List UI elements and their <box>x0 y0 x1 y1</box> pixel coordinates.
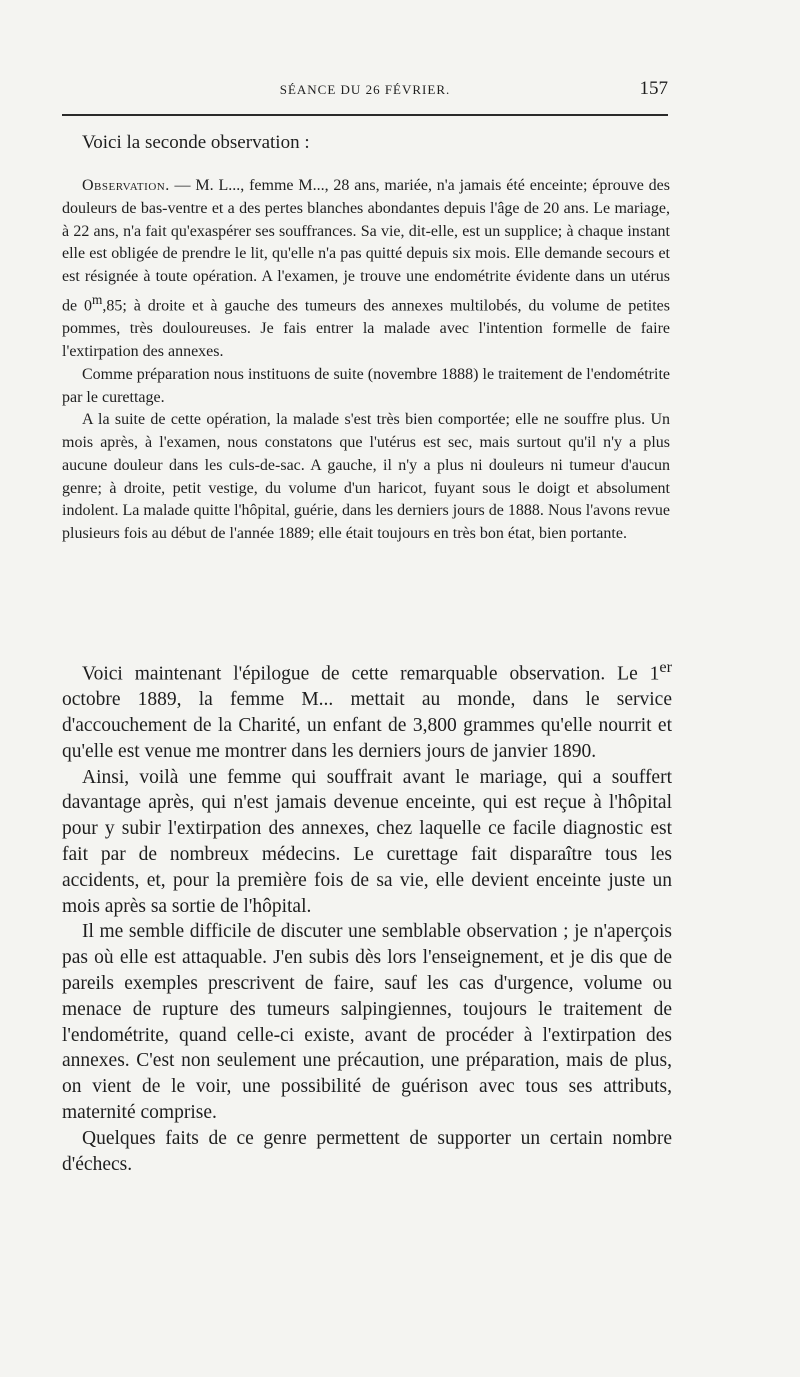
header-rule <box>62 114 668 116</box>
page-number: 157 <box>639 78 668 99</box>
epilogue-paragraph-2: Ainsi, voilà une femme qui souffrait avant le mariage, qui a souffert davantage après, qui n'est jamais devenue enceinte, qui est reçue à l'hôpital pour y subir l'extirpation des annexes, chez laquelle ce facile diagnostic est fait par de nombreux médecins. Le curettage fait disparaître tous les accidents, et, pour la première fois de sa vie, elle devient enceinte juste un mois après sa sortie de l'hôpital. <box>62 766 672 917</box>
observation-block <box>62 175 670 546</box>
observation-intro: — M. L..., femme M..., 28 ans, mariée, n'a jamais été enceinte; éprouve des douleurs de bas-ventre et a des pertes blanches abondantes depuis l'âge de 20 ans. Le mariage, à 22 ans, n'a fait qu'exaspérer ses souffrances. Sa vie, dit-elle, est un supplice; à chaque instant elle est obligée de prendre le lit, qu'elle n'a pas quitté depuis six mois. Elle demande secours et est résignée à toute opération. A l'examen, je trouve une endométrite évidente dans un utérus de 0 <box>62 177 670 315</box>
section-heading: Voici la seconde observation : <box>82 132 310 153</box>
epilogue-paragraph-3: Il me semble difficile de discuter une semblable observation ; je n'aperçois pas où elle est attaquable. J'en subis dès lors l'enseignement, et je dis que de pareils exemples prescrivent de faire, sauf les cas d'urgence, volume ou menace de rupture des tumeurs salpingiennes, toujours le traitement de l'endométrite, quand celle-ci existe, avant de procéder à l'extirpation des annexes. C'est non seulement une précaution, une préparation, mais de plus, on vient de le voir, une possibilité de guérison avec tous ses attributs, maternité comprise. <box>62 921 672 1124</box>
observation-rest: ,85; à droite et à gauche des tumeurs des annexes multilobés, du volume de petites pommes, très douloureuses. Je fais entrer la malade avec l'intention formelle de faire l'extirpation des annexes. <box>62 297 671 360</box>
epilogue-paragraph-1 <box>62 655 672 765</box>
observation-paragraph-3: A la suite de cette opération, la malade s'est très bien comportée; elle ne souffre plus. Un mois après, à l'examen, nous constatons que l'utérus est sec, mais surtout qu'il n'y a plus aucune douleur dans les culs-de-sac. A gauche, il n'y a plus ni douleurs ni tumeur d'aucun genre; à droite, petit vestige, du volume d'un haricot, fuyant sous le doigt et absolument indolent. La malade quitte l'hôpital, guérie, dans les derniers jours de 1888. Nous l'avons revue plusieurs fois au début de l'année 1889; elle était toujours en très bon état, bien portante. <box>62 411 670 543</box>
running-title: SÉANCE DU 26 FÉVRIER. <box>279 82 451 97</box>
running-head <box>62 78 668 102</box>
observation-label: Observation. <box>82 177 170 194</box>
epilogue-p1-superscript: er <box>659 658 672 676</box>
epilogue-p1-end: octobre 1889, la femme M... mettait au monde, dans le service d'accouchement de la Charité, un enfant de 3,800 grammes qu'elle nourrit et qu'elle est venue me montrer dans les derniers jours de janvier 1890. <box>62 689 672 762</box>
epilogue-paragraph-4: Quelques faits de ce genre permettent de supporter un certain nombre d'échecs. <box>62 1127 672 1175</box>
epilogue-p1-start: Voici maintenant l'épilogue de cette remarquable observation. Le 1 <box>82 663 660 685</box>
epilogue-block <box>62 655 672 1177</box>
observation-paragraph-2: Comme préparation nous instituons de suite (novembre 1888) le traitement de l'endométrite par le curettage. <box>62 365 670 406</box>
observation-paragraph-1 <box>62 175 670 364</box>
observation-superscript: m <box>92 291 103 307</box>
